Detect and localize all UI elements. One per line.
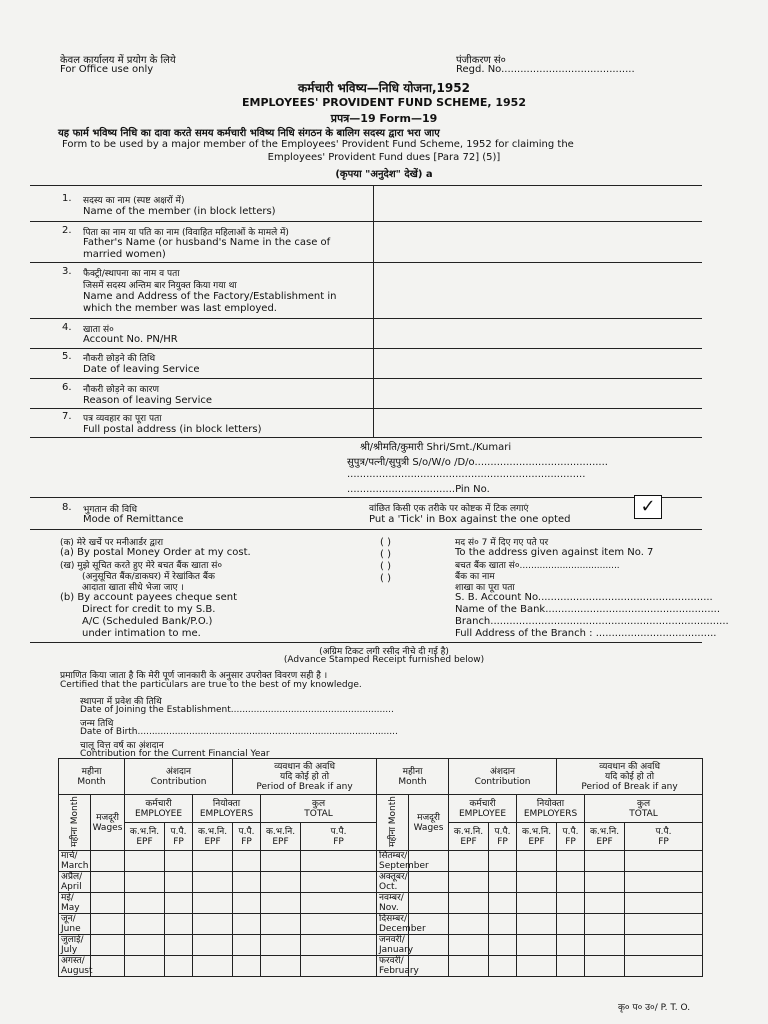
month-hi: महीना bbox=[402, 766, 423, 777]
epf-en: EPF bbox=[272, 836, 289, 847]
option-b-en2: Direct for credit to my S.B. bbox=[82, 604, 216, 615]
month-label-en: August bbox=[61, 966, 93, 976]
field-5-num: 5. bbox=[62, 351, 72, 362]
member-name-input[interactable] bbox=[380, 190, 698, 218]
option-a-hi: (क) मेरे खर्चे पर मनीआर्डर द्वारा bbox=[60, 538, 164, 548]
wages-hi: मजदूरी bbox=[96, 812, 119, 823]
field-6-en: Reason of leaving Service bbox=[83, 395, 213, 406]
month-label: अप्रैल/ bbox=[61, 872, 83, 882]
field-6-hi: नौकरी छोड़ने का कारण bbox=[83, 385, 159, 395]
option-checkbox-4[interactable]: ( ) bbox=[380, 573, 391, 584]
month-label-en: May bbox=[61, 903, 80, 913]
epf-hi: क.भ.नि. bbox=[453, 826, 484, 837]
rule bbox=[30, 378, 702, 379]
contrib-en: Contribution bbox=[474, 776, 531, 787]
field-8-hi: भुगतान की विधि bbox=[83, 505, 138, 515]
month-label-en: Nov. bbox=[379, 903, 399, 913]
field-7-hi: पत्र व्यवहार का पूरा पता bbox=[83, 414, 162, 424]
option-r4-hi: शाखा का पूरा पता bbox=[455, 583, 515, 593]
month-vertical: महीना Month bbox=[69, 795, 80, 847]
epf-hi: क.भ.नि. bbox=[589, 826, 620, 837]
employers-hi: नियोक्ता bbox=[212, 798, 241, 809]
fp-hi: प.पै. bbox=[494, 826, 511, 837]
option-checkbox-2[interactable]: ( ) bbox=[380, 549, 391, 560]
fp-hi: प.पै. bbox=[238, 826, 255, 837]
employers-hi: नियोक्ता bbox=[536, 798, 565, 809]
month-label-en: April bbox=[61, 882, 82, 892]
father-name-input[interactable] bbox=[380, 224, 698, 260]
sb-account-no: S. B. Account No....................................................... bbox=[455, 592, 713, 603]
office-use-en: For Office use only bbox=[60, 64, 154, 75]
total-hi: कुल bbox=[312, 798, 326, 809]
field-1-num: 1. bbox=[62, 193, 72, 204]
field-2-en2: married women) bbox=[83, 249, 166, 260]
month-label: जनवरी/ bbox=[379, 935, 405, 945]
doj-en: Date of Joining the Establishment......................................................... bbox=[80, 705, 394, 715]
total-hi: कुल bbox=[637, 798, 651, 809]
field-2-hi: पिता का नाम या पति का नाम (विवाहित महिलाओं के मामले में) bbox=[83, 228, 289, 238]
epf-hi: क.भ.नि. bbox=[197, 826, 228, 837]
form-number: प्रपत्र—19 Form—19 bbox=[330, 112, 438, 125]
field-7-en: Full postal address (in block letters) bbox=[83, 424, 262, 435]
doj-hi: स्थापना में प्रवेश की तिथि bbox=[80, 697, 162, 707]
epf-en: EPF bbox=[596, 836, 613, 847]
leaving-date-input[interactable] bbox=[380, 351, 698, 376]
option-kha-hi: (ख) मुझे सूचित करते हुए मेरे बचत बैंक खाता सं० bbox=[60, 561, 223, 571]
establishment-input[interactable] bbox=[380, 265, 698, 315]
wages-en: Wages bbox=[413, 822, 444, 833]
month-en: Month bbox=[398, 776, 427, 787]
leaving-reason-input[interactable] bbox=[380, 381, 698, 406]
tick-instruction-en: Put a 'Tick' in Box against the one opted bbox=[369, 514, 571, 525]
break-hi: व्यवधान की अवधि bbox=[599, 761, 660, 772]
contrib-hi: अंशदान bbox=[489, 766, 516, 777]
receipt-en: (Advance Stamped Receipt furnished below) bbox=[283, 655, 485, 665]
certify-hi: प्रमाणित किया जाता है कि मेरी पूर्ण जानकारी के अनुसार उपरोक्त विवरण सही है । bbox=[60, 671, 328, 681]
fp-hi: प.पै. bbox=[562, 826, 579, 837]
form-desc-en-2: Employees' Provident Fund dues [Para 72] (5)] bbox=[267, 152, 501, 163]
fp-en: FP bbox=[333, 836, 344, 847]
address-relation: सुपुत्र/पत्नी/सुपुत्री S/o/W/o /D/o.......................................... bbox=[347, 457, 608, 468]
receipt-hi: (अग्रिम टिकट लगी रसीद नीचे दी गई है) bbox=[319, 647, 449, 657]
option-kha-hi3: आदाता खाता सीधे भेजा जाए । bbox=[82, 583, 184, 593]
break-en: Period of Break if any bbox=[581, 781, 678, 792]
fp-hi: प.पै. bbox=[330, 826, 347, 837]
month-label: मार्च/ bbox=[61, 851, 78, 861]
field-4-hi: खाता सं० bbox=[83, 325, 114, 335]
month-label: जुलाई/ bbox=[61, 935, 84, 945]
field-4-en: Account No. PN/HR bbox=[83, 334, 178, 345]
form-desc-en-1: Form to be used by a major member of the Employees' Provident Fund Scheme, 1952 for claiming the bbox=[62, 139, 574, 150]
rule bbox=[30, 185, 702, 186]
contrib-en: Contribution bbox=[150, 776, 207, 787]
option-b-en4: under intimation to me. bbox=[82, 628, 201, 639]
option-kha-hi2: (अनुसूचित बैंक/डाकघर) में रेखांकित बैंक bbox=[82, 572, 215, 582]
month-label: नवम्बर/ bbox=[379, 893, 404, 903]
fp-en: FP bbox=[173, 836, 184, 847]
fy-en: Contribution for the Current Financial Year bbox=[80, 749, 270, 759]
rule bbox=[30, 262, 702, 263]
epf-en: EPF bbox=[204, 836, 221, 847]
month-en: Month bbox=[77, 776, 106, 787]
field-2-num: 2. bbox=[62, 225, 72, 236]
epf-en: EPF bbox=[136, 836, 153, 847]
employee-hi: कर्मचारी bbox=[145, 798, 172, 809]
dob-en: Date of Birth........................................................................................... bbox=[80, 727, 398, 737]
fp-en: FP bbox=[241, 836, 252, 847]
option-b-en3: A/C (Scheduled Bank/P.O.) bbox=[82, 616, 213, 627]
total-en: TOTAL bbox=[304, 808, 333, 819]
field-3-hi: फैक्ट्री/स्थापना का नाम व पता bbox=[83, 269, 180, 279]
option-checkbox-3[interactable]: ( ) bbox=[380, 561, 391, 572]
option-r1-en: To the address given against item No. 7 bbox=[455, 547, 654, 558]
break-en: Period of Break if any bbox=[256, 781, 353, 792]
field-3-en: Name and Address of the Factory/Establishment in bbox=[83, 291, 337, 302]
field-2-en: Father's Name (or husband's Name in the case of bbox=[83, 237, 331, 248]
title-english: EMPLOYEES' PROVIDENT FUND SCHEME, 1952 bbox=[241, 96, 526, 109]
dob-hi: जन्म तिथि bbox=[80, 719, 114, 729]
branch-address: Full Address of the Branch : ...................................... bbox=[455, 628, 717, 639]
month-label: जून/ bbox=[61, 914, 76, 924]
field-4-num: 4. bbox=[62, 322, 72, 333]
rule bbox=[30, 318, 702, 319]
regd-no: Regd. No.......................................... bbox=[456, 64, 635, 75]
option-a-en: (a) By postal Money Order at my cost. bbox=[60, 547, 251, 558]
field-3-en2: which the member was last employed. bbox=[83, 303, 277, 314]
field-1-en: Name of the member (in block letters) bbox=[83, 206, 276, 217]
month-label-en: July bbox=[61, 945, 78, 955]
employee-en: EMPLOYEE bbox=[134, 808, 183, 819]
tick-box[interactable]: ✓ bbox=[634, 495, 662, 519]
field-8-en: Mode of Remittance bbox=[83, 514, 184, 525]
rule bbox=[30, 221, 702, 222]
month-label: मई/ bbox=[61, 893, 74, 903]
epf-hi: क.भ.नि. bbox=[129, 826, 160, 837]
rule bbox=[30, 348, 702, 349]
epf-hi: क.भ.नि. bbox=[521, 826, 552, 837]
regd-hi: पंजीकरण सं० bbox=[456, 55, 506, 66]
employee-hi: कर्मचारी bbox=[469, 798, 496, 809]
divider bbox=[373, 185, 374, 437]
month-hi: महीना bbox=[81, 766, 102, 777]
employers-en: EMPLOYERS bbox=[199, 808, 254, 819]
month-label: अगस्त/ bbox=[61, 956, 85, 966]
employee-en: EMPLOYEE bbox=[458, 808, 507, 819]
title-hindi: कर्मचारी भविष्य—निधि योजना,1952 bbox=[298, 81, 470, 95]
option-r1-hi: मद सं० 7 में दिए गए पते पर bbox=[455, 538, 549, 548]
field-6-num: 6. bbox=[62, 382, 72, 393]
month-label: दिसम्बर/ bbox=[379, 914, 407, 924]
field-8-num: 8. bbox=[62, 502, 72, 513]
option-checkbox-1[interactable]: ( ) bbox=[380, 537, 391, 548]
break-hi: व्यवधान की अवधि bbox=[274, 761, 335, 772]
wages-en: Wages bbox=[92, 822, 123, 833]
bank-name: Name of the Bank....................................................... bbox=[455, 604, 721, 615]
month-label-en: March bbox=[61, 861, 89, 871]
employers-en: EMPLOYERS bbox=[523, 808, 578, 819]
contribution-table-right bbox=[376, 758, 703, 977]
branch: Branch........................................................................... bbox=[455, 616, 729, 627]
address-line: ........................................................................... bbox=[347, 469, 586, 480]
address-pin: ..................................Pin No. bbox=[347, 484, 490, 495]
certify-en: Certified that the particulars are true to the best of my knowledge. bbox=[60, 680, 362, 690]
rule bbox=[30, 642, 702, 643]
fy-hi: चालू वित्त वर्ष का अंशदान bbox=[80, 741, 164, 751]
month-label-en: January bbox=[379, 945, 414, 955]
field-1-hi: सदस्य का नाम (स्पष्ट अक्षरों में) bbox=[83, 196, 185, 206]
month-label-en: Oct. bbox=[379, 882, 398, 892]
epf-en: EPF bbox=[460, 836, 477, 847]
wages-hi: मजदूरी bbox=[417, 812, 440, 823]
rule bbox=[30, 497, 702, 498]
field-3-num: 3. bbox=[62, 266, 72, 277]
contribution-table-left bbox=[58, 758, 377, 977]
field-5-en: Date of leaving Service bbox=[83, 364, 200, 375]
month-label-en: September bbox=[379, 861, 429, 871]
month-label-en: June bbox=[61, 924, 81, 934]
month-label: अक्तूबर/ bbox=[379, 872, 408, 882]
month-label-en: December bbox=[379, 924, 426, 934]
fp-en: FP bbox=[658, 836, 669, 847]
contrib-hi: अंशदान bbox=[165, 766, 192, 777]
form-desc-hindi: यह फार्म भविष्य निधि का दावा करते समय कर्मचारी भविष्य निधि संगठन के बालिग सदस्य द्वारा भरा जाए bbox=[58, 128, 440, 139]
account-no-input[interactable] bbox=[380, 321, 698, 346]
epf-en: EPF bbox=[528, 836, 545, 847]
pto: कृ० प० उ०/ P. T. O. bbox=[618, 1003, 691, 1013]
month-label: सितम्बर/ bbox=[379, 851, 408, 861]
option-b-en: (b) By account payees cheque sent bbox=[60, 592, 238, 603]
fp-en: FP bbox=[497, 836, 508, 847]
month-vertical: महीना Month bbox=[387, 795, 398, 847]
epf-hi: क.भ.नि. bbox=[265, 826, 296, 837]
office-use-hi: केवल कार्यालय में प्रयोग के लिये bbox=[60, 55, 176, 66]
field-3-hi2: जिसमें सदस्य अन्तिम बार नियुक्त किया गया था bbox=[83, 281, 237, 291]
break-hi2: यदि कोई हो तो bbox=[279, 771, 330, 782]
rule bbox=[30, 408, 702, 409]
option-r3-hi: बैंक का नाम bbox=[455, 572, 495, 582]
fp-en: FP bbox=[565, 836, 576, 847]
rule bbox=[30, 529, 702, 530]
field-5-hi: नौकरी छोड़ने की तिथि bbox=[83, 354, 156, 364]
field-7-num: 7. bbox=[62, 411, 72, 422]
option-r2-hi: बचत बैंक खाता सं०................................... bbox=[455, 561, 620, 571]
address-salutation: श्री/श्रीमति/कुमारी Shri/Smt./Kumari bbox=[360, 442, 512, 453]
see-instructions: (कृपया "अनुदेश" देखें) a bbox=[335, 169, 433, 180]
month-label: फरवरी/ bbox=[379, 956, 404, 966]
month-label-en: February bbox=[379, 966, 419, 976]
total-en: TOTAL bbox=[629, 808, 658, 819]
fp-hi: प.पै. bbox=[655, 826, 672, 837]
rule bbox=[30, 437, 702, 438]
fp-hi: प.पै. bbox=[170, 826, 187, 837]
break-hi2: यदि कोई हो तो bbox=[604, 771, 655, 782]
tick-instruction-hi: वांछित किसी एक तरीके पर कोष्टक में टिक लगाएं bbox=[369, 504, 529, 514]
